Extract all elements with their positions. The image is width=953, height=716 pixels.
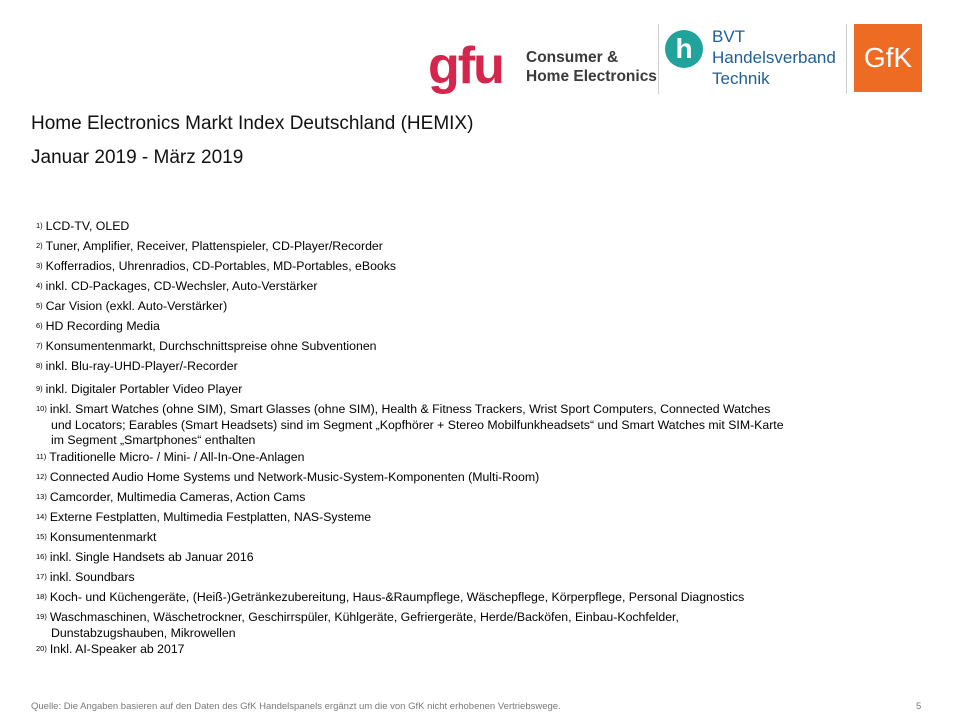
footnote-item: [36, 259, 396, 275]
page-number: 5: [916, 701, 922, 712]
page-title: Home Electronics Markt Index Deutschland (HEMIX): [31, 113, 474, 134]
footnote-text: Kofferradios, Uhrenradios, CD-Portables, MD-Portables, eBooks: [45, 259, 397, 273]
footnote-item: [36, 299, 227, 315]
footnote-text: Dunstabzugshauben, Mikrowellen: [51, 625, 236, 640]
logo-divider: [846, 24, 847, 94]
page-subtitle: Januar 2019 - März 2019: [31, 147, 244, 168]
footnote-text: Konsumentenmarkt, Durchschnittspreise ohne Subventionen: [45, 339, 377, 353]
footnote-item: [36, 530, 156, 546]
bvt-logo-line1: BVT: [712, 27, 746, 46]
footnote-text: LCD-TV, OLED: [45, 219, 130, 233]
footnote-item: [36, 319, 160, 335]
footnote-text: inkl. Digitaler Portabler Video Player: [45, 382, 243, 396]
footnote-number: 2): [36, 241, 43, 250]
source-note: Quelle: Die Angaben basieren auf den Daten des GfK Handelspanels ergänzt um die von GfK nicht erhobenen Vertriebswege.: [31, 701, 561, 712]
footnote-item: [36, 642, 185, 658]
footnote-number: 5): [36, 301, 43, 310]
logo-bar: [428, 22, 928, 97]
footnote-item: [36, 219, 129, 235]
footnote-text: Inkl. AI-Speaker ab 2017: [49, 642, 185, 656]
gfu-logo-line2: Home Electronics: [526, 68, 657, 85]
footnote-item: [36, 590, 744, 606]
bvt-logo-line3: Technik: [712, 69, 770, 88]
footnote-number: 16): [36, 552, 47, 561]
footnote-number: 4): [36, 281, 43, 290]
footnote-number: 14): [36, 512, 47, 521]
footnote-item: [36, 279, 317, 295]
footnote-number: 15): [36, 532, 47, 541]
footnote-number: 12): [36, 472, 47, 481]
footnote-text: inkl. Single Handsets ab Januar 2016: [49, 550, 254, 564]
footnote-number: 19): [36, 612, 47, 621]
footnote-text: Waschmaschinen, Wäschetrockner, Geschirrspüler, Kühlgeräte, Gefriergeräte, Herde/Backöfen, Einbau-Kochfelder,: [49, 610, 679, 624]
footnote-text: inkl. Soundbars: [49, 570, 135, 584]
footnote-text: inkl. Smart Watches (ohne SIM), Smart Glasses (ohne SIM), Health & Fitness Trackers, Wrist Sport Computers, Connected Watches: [49, 402, 771, 416]
gfk-logo: GfK: [854, 24, 922, 92]
footnote-text: Konsumentenmarkt: [49, 530, 157, 544]
footnote-item: [36, 610, 679, 641]
footnote-number: 7): [36, 341, 43, 350]
footnote-text: Traditionelle Micro- / Mini- / All-In-One-Anlagen: [49, 450, 305, 464]
footnote-item: [36, 510, 371, 526]
footnote-item: [36, 550, 254, 566]
footnote-text: Externe Festplatten, Multimedia Festplatten, NAS-Systeme: [49, 510, 372, 524]
footnote-number: 6): [36, 321, 43, 330]
footnote-item: [36, 382, 242, 398]
footnote-number: 9): [36, 384, 43, 393]
bvt-logo-icon: h: [665, 30, 703, 68]
footnote-number: 11): [36, 452, 47, 461]
footnote-item: [36, 402, 784, 449]
footnote-text: HD Recording Media: [45, 319, 160, 333]
gfu-logo-text: [526, 48, 657, 86]
footnote-number: 1): [36, 221, 43, 230]
footnote-text: inkl. Blu-ray-UHD-Player/-Recorder: [45, 359, 238, 373]
footnote-item: [36, 239, 383, 255]
footnote-text: Koch- und Küchengeräte, (Heiß-)Getränkezubereitung, Haus-&Raumpflege, Wäschepflege, Körperpflege, Personal Diagnostics: [49, 590, 745, 604]
footnote-text: Tuner, Amplifier, Receiver, Plattenspieler, CD-Player/Recorder: [45, 239, 383, 253]
footnote-number: 20): [36, 644, 47, 653]
footnote-item: [36, 450, 304, 466]
footnote-number: 10): [36, 404, 47, 413]
footnote-item: [36, 570, 135, 586]
footnote-text: Camcorder, Multimedia Cameras, Action Cams: [49, 490, 306, 504]
footnote-item: [36, 470, 539, 486]
logo-divider: [658, 24, 659, 94]
footnote-text: Car Vision (exkl. Auto-Verstärker): [45, 299, 228, 313]
bvt-logo-text: [712, 26, 836, 89]
gfu-logo: gfu: [428, 37, 503, 95]
bvt-logo-line2: Handelsverband: [712, 48, 836, 67]
gfu-logo-line1: Consumer &: [526, 49, 619, 66]
footnote-text: inkl. CD-Packages, CD-Wechsler, Auto-Verstärker: [45, 279, 318, 293]
footnote-number: 18): [36, 592, 47, 601]
footnote-text: im Segment „Smartphones“ enthalten: [51, 433, 256, 447]
footnote-text: Connected Audio Home Systems und Network-Music-System-Komponenten (Multi-Room): [49, 470, 540, 484]
footnote-number: 13): [36, 492, 47, 501]
footnote-number: 8): [36, 361, 43, 370]
footnote-item: [36, 490, 305, 506]
footnote-text: und Locators; Earables (Smart Headsets) sind im Segment „Kopfhörer + Stereo Mobilfunkheadsets“ und Smart Watches mit SIM-Karte: [51, 417, 784, 432]
footnote-item: [36, 359, 238, 375]
footnote-item: [36, 339, 377, 355]
footnote-number: 17): [36, 572, 47, 581]
footnote-number: 3): [36, 261, 43, 270]
